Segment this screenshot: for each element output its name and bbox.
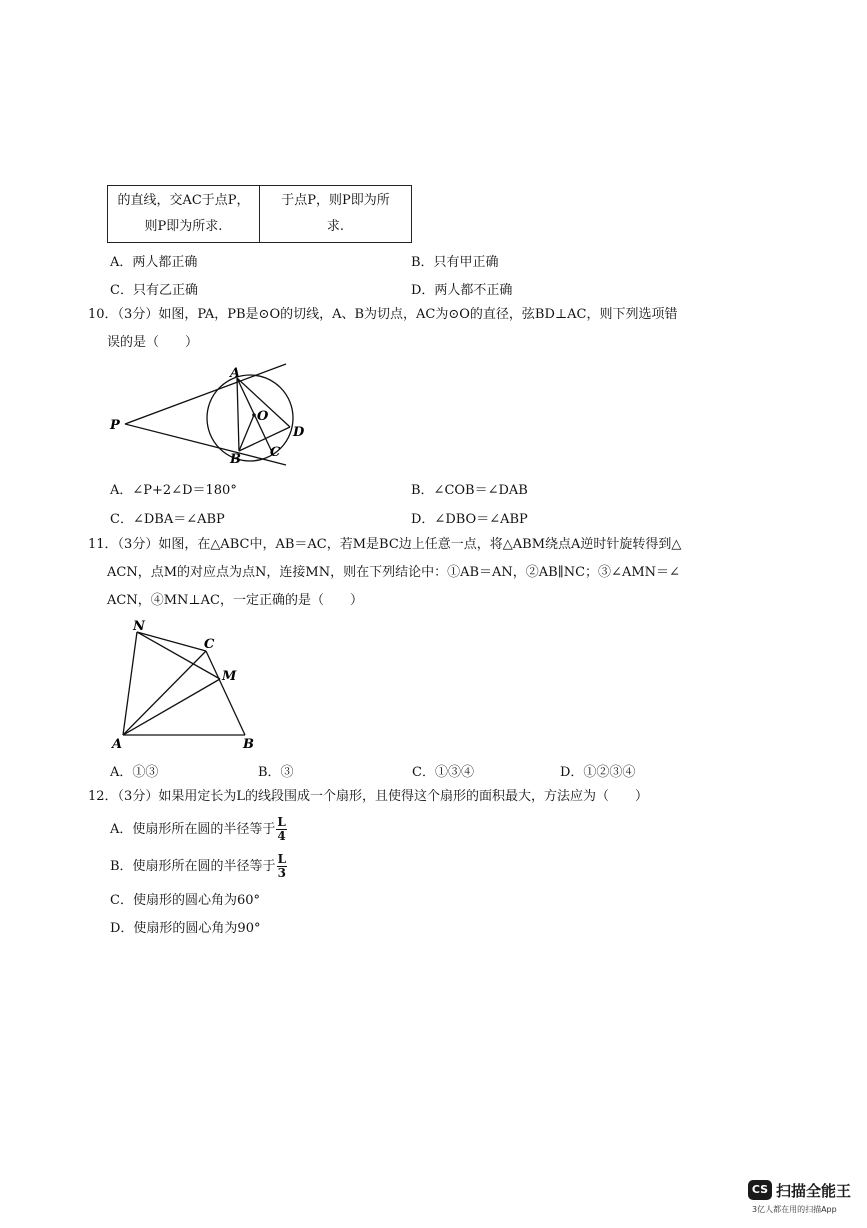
q11-stem-line1: 11．（3分）如图，在△ABC中，AB＝AC，若M是BC边上任意一点，将△ABM绕点A逆时针旋转得到△ — [88, 537, 682, 552]
q9-option-c: C．只有乙正确 — [110, 283, 198, 298]
q9-option-a: A．两人都正确 — [110, 255, 198, 270]
label-n: N — [133, 619, 145, 634]
q12-option-c: C．使扇形的圆心角为60° — [110, 893, 260, 908]
table-right-line2: 求. — [326, 219, 345, 234]
segment-ab — [237, 378, 239, 451]
label-d: D — [293, 425, 305, 440]
q12-option-b — [110, 853, 287, 880]
q10-stem-line1: 10．（3分）如图，PA，PB是⊙O的切线，A、B为切点，AC为⊙O的直径，弦BD⊥AC，则下列选项错 — [88, 307, 678, 322]
q10-stem-line2: 误的是（ ） — [107, 335, 199, 350]
q11-option-d: D．①②③④ — [560, 765, 636, 780]
table-left-line2: 则P即为所求. — [144, 219, 223, 234]
segment-an — [123, 632, 137, 735]
q11-stem-line3: ACN，④MN⊥AC，一定正确的是（ ） — [107, 593, 363, 608]
q12-option-b-text: B．使扇形所在圆的半径等于 — [110, 859, 276, 874]
label-b: B — [230, 452, 241, 467]
camscanner-name: 扫描全能王 — [776, 1182, 852, 1200]
label-a: A — [112, 737, 123, 752]
q10-option-d: D．∠DBO＝∠ABP — [411, 512, 528, 527]
label-p: P — [110, 418, 120, 433]
q11-figure — [105, 618, 275, 753]
q12-option-d: D．使扇形的圆心角为90° — [110, 921, 261, 936]
segment-ac — [123, 651, 206, 735]
label-m: M — [222, 669, 237, 684]
table-cell-right — [260, 186, 412, 243]
q10-figure — [100, 360, 320, 470]
q11-option-b: B．③ — [258, 765, 294, 780]
segment-nc — [137, 632, 206, 651]
q11-option-a: A．①③ — [110, 765, 159, 780]
label-o: O — [257, 409, 269, 424]
q12-option-a — [110, 816, 287, 843]
q9-option-d: D．两人都不正确 — [411, 283, 513, 298]
table-cell-left — [108, 186, 260, 243]
q12-option-a-text: A．使扇形所在圆的半径等于 — [110, 822, 276, 837]
label-a: A — [230, 366, 241, 381]
camscanner-logo-icon: CS — [748, 1180, 772, 1200]
segment-am — [123, 679, 220, 735]
q11-stem-line2: ACN，点M的对应点为点N，连接MN，则在下列结论中：①AB＝AN，②AB∥NC；③∠AMN＝∠ — [107, 565, 680, 580]
label-c: C — [270, 445, 281, 460]
q12-stem-line1: 12．（3分）如果用定长为L的线段围成一个扇形，且使得这个扇形的面积最大，方法应为（ ） — [88, 789, 648, 804]
q10-option-a: A．∠P+2∠D＝180° — [110, 483, 237, 498]
table-right-line1: 于点P，则P即为所 — [281, 193, 390, 208]
segment-cb — [206, 651, 245, 735]
solution-table — [107, 185, 412, 243]
table-left-line1: 的直线，交AC于点P， — [117, 193, 250, 208]
segment-bd — [239, 427, 290, 451]
label-c: C — [204, 637, 215, 652]
q10-option-c: C．∠DBA＝∠ABP — [110, 512, 225, 527]
fraction-l-over-4: $\frac{L}{4}$ — [277, 815, 286, 843]
fraction-l-over-3: $\frac{L}{3}$ — [277, 852, 286, 880]
q11-option-c: C．①③④ — [412, 765, 474, 780]
q9-option-b: B．只有甲正确 — [411, 255, 499, 270]
camscanner-tagline: 3亿人都在用的扫描App — [752, 1205, 837, 1214]
q10-option-b: B．∠COB＝∠DAB — [411, 483, 528, 498]
label-b: B — [243, 737, 254, 752]
